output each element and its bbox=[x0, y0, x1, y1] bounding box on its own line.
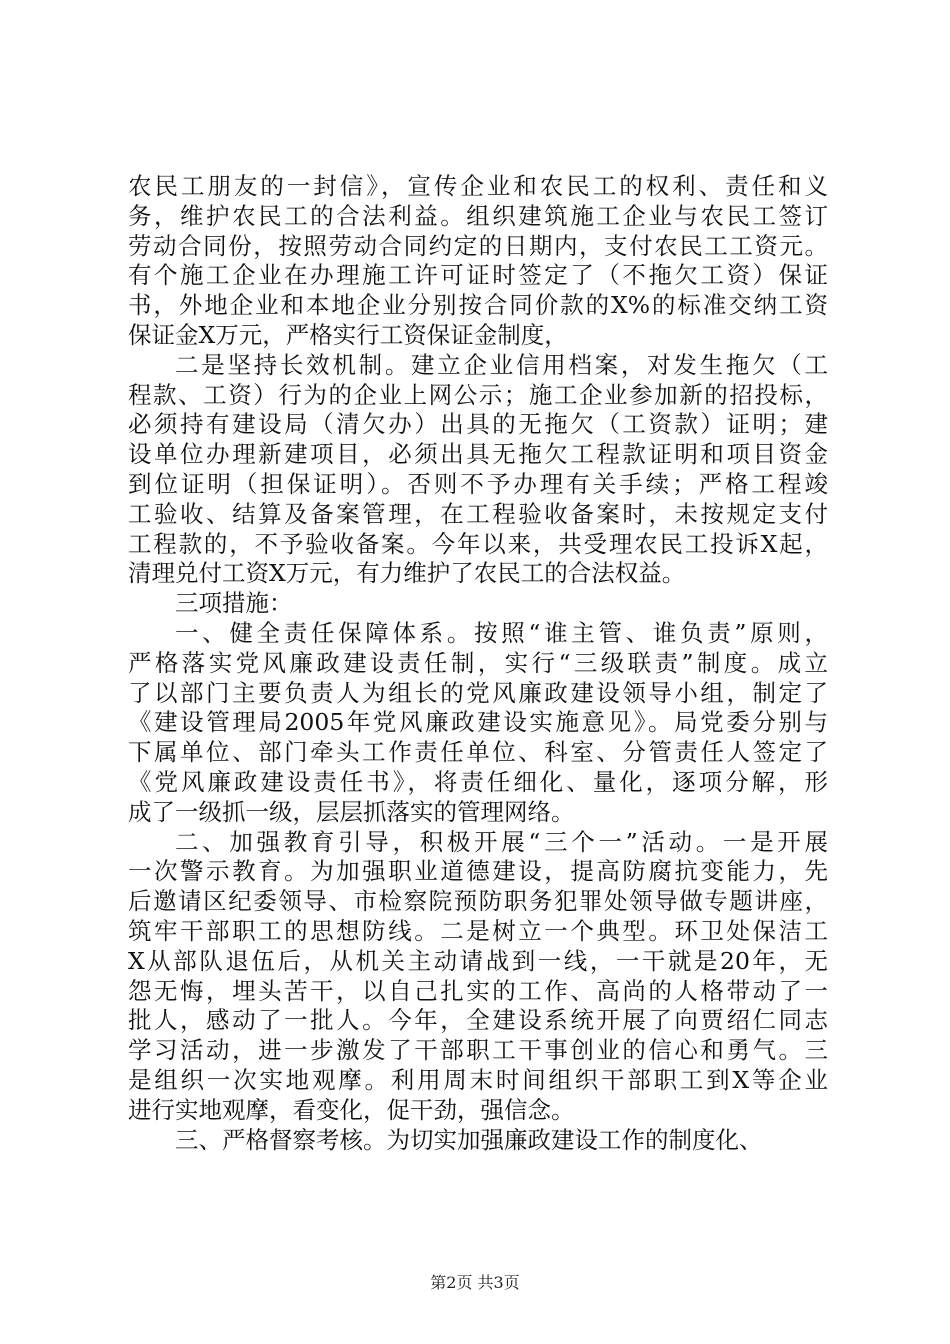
paragraph bbox=[128, 351, 828, 589]
text-line: 了以部门主要负责人为组长的党风廉政建设领导小组，制定了 bbox=[128, 678, 828, 707]
text-line: 《党风廉政建设责任书》，将责任细化、量化，逐项分解，形 bbox=[128, 767, 828, 796]
text-line: 下属单位、部门牵头工作责任单位、科室、分管责任人签定了 bbox=[128, 738, 828, 767]
text-line: 到位证明（担保证明）。否则不予办理有关手续；严格工程竣 bbox=[128, 469, 828, 498]
text-line: 二、加强教育引导，积极开展“三个一”活动。一是开展 bbox=[175, 827, 828, 856]
text-line: 劳动合同份，按照劳动合同约定的日期内，支付农民工工资元。 bbox=[128, 231, 828, 260]
text-line: 成了一级抓一级，层层抓落实的管理网络。 bbox=[128, 797, 575, 826]
text-line: 怨无悔，埋头苦干，以自己扎实的工作、高尚的人格带动了一 bbox=[128, 976, 828, 1005]
text-line: 三、严格督察考核。为切实加强廉政建设工作的制度化、 bbox=[175, 1125, 763, 1154]
page-footer: 第2页 共3页 bbox=[430, 1273, 520, 1292]
text-line: 农民工朋友的一封信》，宣传企业和农民工的权利、责任和义 bbox=[128, 172, 828, 200]
text-line: 设单位办理新建项目，必须出具无拖欠工程款证明和项目资金 bbox=[128, 440, 828, 469]
text-line: 是组织一次实地观摩。利用周末时间组织干部职工到X等企业 bbox=[128, 1065, 828, 1094]
text-line: 后邀请区纪委领导、市检察院预防职务犯罪处领导做专题讲座， bbox=[128, 887, 828, 916]
paragraph bbox=[128, 619, 828, 828]
document-body bbox=[128, 172, 828, 1155]
text-line: 程款、工资）行为的企业上网公示；施工企业参加新的招投标， bbox=[128, 380, 828, 409]
paragraph bbox=[128, 828, 828, 1126]
paragraph bbox=[128, 1126, 828, 1156]
text-line: 书，外地企业和本地企业分别按合同价款的X%的标准交纳工资 bbox=[128, 291, 828, 320]
text-line: 进行实地观摩，看变化，促干劲，强信念。 bbox=[128, 1095, 575, 1124]
text-line: 一、健全责任保障体系。按照“谁主管、谁负责”原则， bbox=[175, 618, 828, 647]
text-line: 工验收、结算及备案管理，在工程验收备案时，未按规定支付 bbox=[128, 499, 828, 528]
text-line: 一次警示教育。为加强职业道德建设，提高防腐抗变能力，先 bbox=[128, 857, 828, 886]
text-line: 二是坚持长效机制。建立企业信用档案，对发生拖欠（工 bbox=[175, 350, 828, 379]
text-line: X从部队退伍后，从机关主动请战到一线，一干就是20年，无 bbox=[128, 946, 828, 975]
text-line: 必须持有建设局（清欠办）出具的无拖欠（工资款）证明；建 bbox=[128, 410, 828, 439]
text-line: 工程款的，不予验收备案。今年以来，共受理农民工投诉X起， bbox=[128, 529, 828, 558]
text-line: 严格落实党风廉政建设责任制，实行“三级联责”制度。成立 bbox=[128, 648, 828, 677]
text-line: 有个施工企业在办理施工许可证时签定了（不拖欠工资）保证 bbox=[128, 261, 828, 290]
text-line: 《建设管理局2005年党风廉政建设实施意见》。局党委分别与 bbox=[128, 708, 828, 737]
text-line: 筑牢干部职工的思想防线。二是树立一个典型。环卫处保洁工 bbox=[128, 916, 828, 945]
text-line: 三项措施： bbox=[175, 589, 293, 618]
paragraph bbox=[128, 589, 828, 619]
text-line: 批人，感动了一批人。今年，全建设系统开展了向贾绍仁同志 bbox=[128, 1006, 828, 1035]
text-line: 学习活动，进一步激发了干部职工干事创业的信心和勇气。三 bbox=[128, 1036, 828, 1065]
text-line: 清理兑付工资X万元，有力维护了农民工的合法权益。 bbox=[128, 559, 686, 588]
paragraph bbox=[128, 172, 828, 351]
text-line: 务，维护农民工的合法利益。组织建筑施工企业与农民工签订 bbox=[128, 201, 828, 230]
text-line: 保证金X万元，严格实行工资保证金制度， bbox=[128, 320, 568, 349]
